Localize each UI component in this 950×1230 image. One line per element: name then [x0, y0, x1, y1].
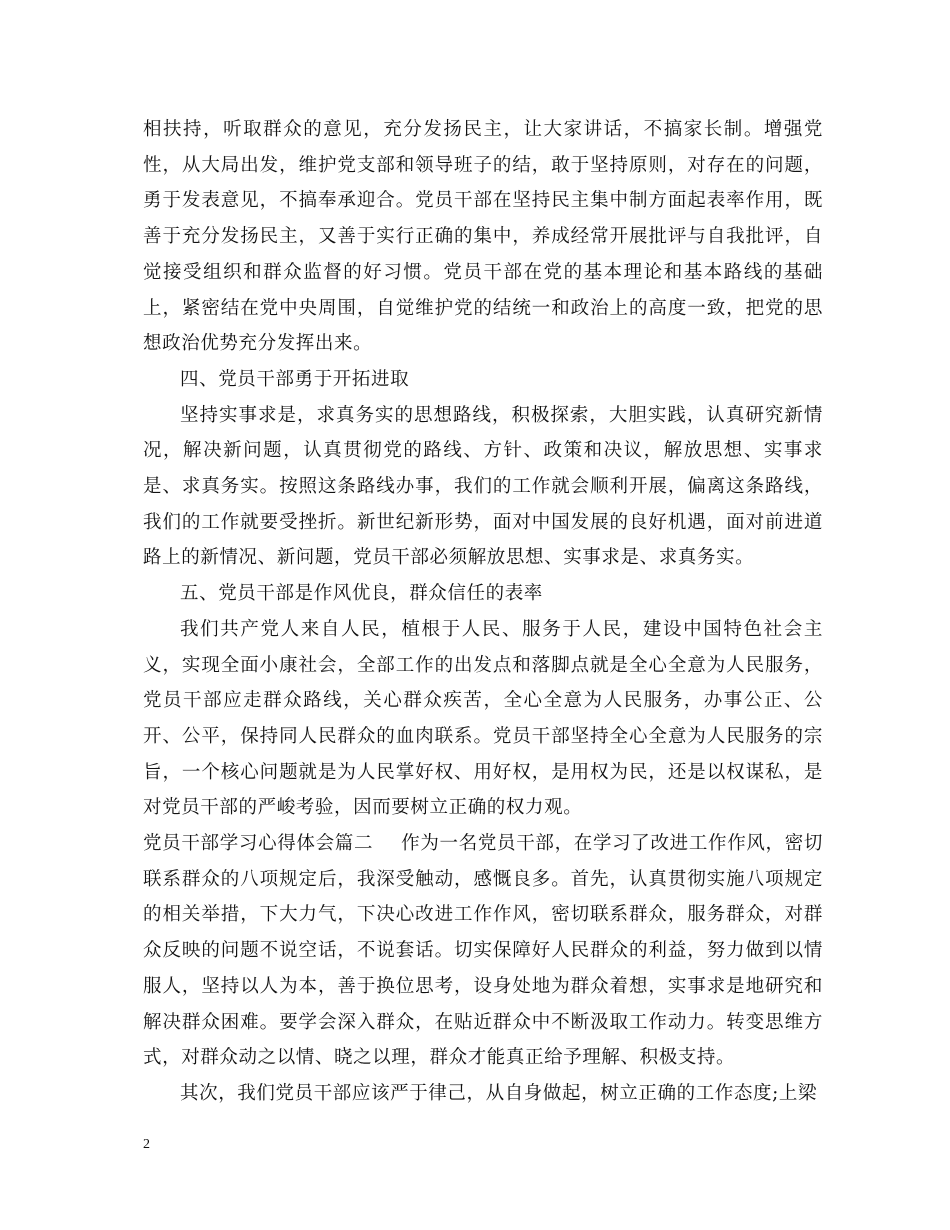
paragraph-continuation: 相扶持，听取群众的意见，充分发扬民主，让大家讲话，不搞家长制。增强党性，从大局出发，维护党支部和领导班子的结，敢于坚持原则，对存在的问题，勇于发表意见，不搞奉承迎合。党员干部在坚持民主集中制方面起表率作用，既善于充分发扬民主，又善于实行正确的集中，养成经常开展批评与自我批评，自觉接受组织和群众监督的好习惯。党员干部在党的基本理论和基本路线的基础上，紧密结在党中央周围，自觉维护党的结统一和政治上的高度一致，把党的思想政治优势充分发挥出来。 — [143, 119, 823, 355]
paragraph-article-two — [143, 826, 823, 1076]
section-heading-five: 五、党员干部是作风优良，群众信任的表率 — [180, 583, 543, 605]
article-two-title: 党员干部学习心得体会篇二 — [143, 833, 374, 855]
page-number: 2 — [143, 1137, 150, 1152]
article-two-text: 作为一名党员干部，在学习了改进工作作风，密切联系群众的八项规定后，我深受触动，感慨良多。首先，认真贯彻实施八项规定的相关举措，下大力气，下决心改进工作作风，密切联系群众，服务群众，对群众反映的问题不说空话，不说套话。切实保障好人民群众的利益，努力做到以情服人，坚持以人为本，善于换位思考，设身处地为群众着想，实事求是地研究和解决群众困难。要学会深入群众，在贴近群众中不断汲取工作动力。转变思维方式，对群众动之以情、晓之以理，群众才能真正给予理解、积极支持。 — [143, 833, 824, 1069]
paragraph-section-four: 坚持实事求是，求真务实的思想路线，积极探索，大胆实践，认真研究新情况，解决新问题，认真贯彻党的路线、方针、政策和决议，解放思想、实事求是、求真务实。按照这条路线办事，我们的工作就会顺利开展，偏离这条路线，我们的工作就要受挫折。新世纪新形势，面对中国发展的良好机遇，面对前进道路上的新情况、新问题，党员干部必须解放思想、实事求是、求真务实。 — [143, 404, 823, 569]
paragraph-section-five: 我们共产党人来自人民，植根于人民、服务于人民，建设中国特色社会主义，实现全面小康社会，全部工作的出发点和落脚点就是全心全意为人民服务，党员干部应走群众路线，关心群众疾苦，全心全意为人民服务，办事公正、公开、公平，保持同人民群众的血肉联系。党员干部坚持全心全意为人民服务的宗旨，一个核心问题就是为人民掌好权、用好权，是用权为民，还是以权谋私，是对党员干部的严峻考验，因而要树立正确的权力观。 — [143, 618, 823, 819]
document-body — [143, 112, 823, 1112]
section-heading-four: 四、党员干部勇于开拓进取 — [180, 368, 410, 390]
paragraph-next-section: 其次，我们党员干部应该严于律己，从自身做起，树立正确的工作态度;上梁 — [180, 1082, 818, 1104]
